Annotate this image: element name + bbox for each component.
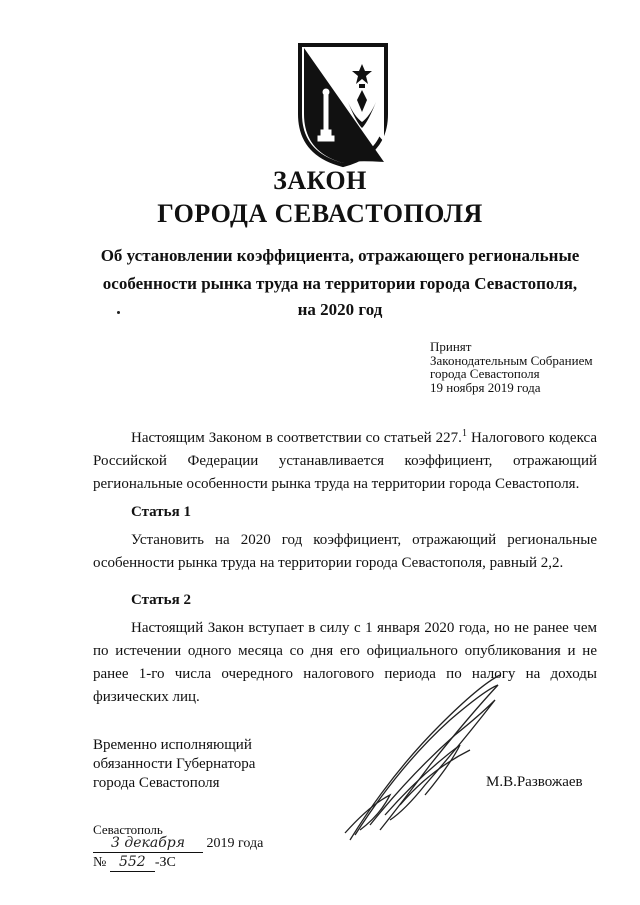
- preamble-text-end: Налогового кодекса Российской Федерации устанавливается коэффициент, отражающий региональные особенности рынка труда на территории города Севастополя.: [93, 430, 597, 492]
- adoption-note-line: города Севастополя: [430, 366, 540, 381]
- law-subtitle-line-3: на 2020 год: [297, 300, 383, 319]
- date-year: 2019 года: [206, 836, 264, 851]
- preamble-text-start: Настоящим Законом в соответствии со статьей 227.: [131, 430, 462, 446]
- date-underline: [93, 835, 203, 853]
- adoption-note: [430, 340, 630, 394]
- signatory-name: М.В.Развожаев: [486, 774, 583, 790]
- sevastopol-coat-of-arms-emblem: [296, 42, 390, 168]
- number-sign: №: [93, 855, 107, 870]
- handwritten-date: 3 декабря: [111, 835, 185, 851]
- ink-dot: [117, 311, 120, 314]
- signatory-title-line: города Севастополя: [93, 775, 220, 791]
- article-1-heading: Статья 1: [131, 504, 191, 520]
- law-number: [93, 854, 293, 874]
- number-underline: [110, 854, 155, 872]
- handwritten-number: 552: [118, 854, 146, 870]
- number-suffix: -ЗС: [154, 855, 176, 870]
- city-title: ГОРОДА СЕВАСТОПОЛЯ: [157, 199, 483, 228]
- footnote-superscript: 1: [461, 428, 467, 439]
- law-subtitle-line-1: Об установлении коэффициента, отражающего региональные: [100, 246, 580, 265]
- signing-date: [93, 835, 293, 855]
- signing-place: Севастополь: [93, 822, 163, 837]
- law-subtitle-line-2: особенности рынка труда на территории города Севастополя,: [102, 274, 578, 293]
- handwritten-signature: [330, 655, 560, 855]
- article-2-heading: Статья 2: [131, 592, 191, 608]
- signatory-title-line: обязанности Губернатора: [93, 756, 256, 772]
- article-2-text: Настоящий Закон вступает в силу с 1 января 2020 года, но не ранее чем по истечении одного месяца со дня его официального опубликования и не ранее 1-го числа очередного налогового периода по налогу на доходы физических лиц.: [93, 620, 597, 705]
- article-1-text: Установить на 2020 год коэффициент, отражающий региональные особенности рынка труда на территории города Севастополя, равный 2,2.: [93, 532, 597, 571]
- preamble-paragraph: [93, 422, 597, 496]
- adoption-note-line: Принят: [430, 339, 472, 354]
- adoption-note-line: Законодательным Собранием: [430, 352, 593, 368]
- signatory-title-line: Временно исполняющий: [93, 737, 252, 753]
- adoption-date: 19 ноября 2019 года: [430, 379, 541, 395]
- signatory-title: [93, 736, 313, 793]
- law-title: ЗАКОН: [273, 166, 367, 195]
